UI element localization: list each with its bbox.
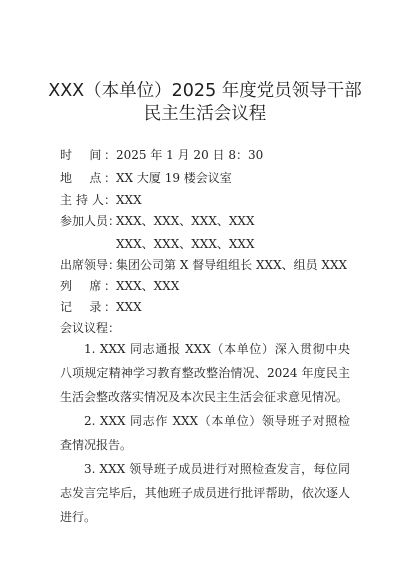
info-value-observers: XXX、XXX bbox=[116, 279, 180, 293]
info-row-time bbox=[60, 147, 263, 163]
info-value-time: 2025 年 1 月 20 日 8：30 bbox=[116, 148, 264, 162]
agenda-heading: 会议议程： bbox=[60, 321, 121, 335]
info-row-host bbox=[60, 192, 142, 208]
info-row-leaders bbox=[60, 257, 347, 273]
agenda-item-1: 1. XXX 同志通报 XXX（本单位）深入贯彻中央八项规定精神学习教育整改整治情况、2024 年度民主生活会整改落实情况及本次民主生活会征求意见情况。 bbox=[60, 342, 350, 404]
document-title-line1: XXX（本单位）2025 年度党员领导干部 bbox=[48, 81, 362, 101]
info-label-place: 地 点： bbox=[60, 171, 116, 185]
info-value-host: XXX bbox=[116, 193, 142, 207]
agenda-item-3: 3. XXX 领导班子成员进行对照检查发言，每位同志发言完毕后，其他班子成员进行批评帮助，依次逐人进行。 bbox=[60, 462, 350, 524]
info-label-leaders: 出席领导： bbox=[60, 258, 121, 272]
info-label-observers: 列 席： bbox=[60, 279, 116, 293]
info-value-attendees-line2: XXX、XXX、XXX、XXX bbox=[116, 237, 255, 251]
info-value-recorder: XXX bbox=[116, 300, 142, 314]
info-label-attendees: 参加人员： bbox=[60, 214, 121, 228]
info-row-recorder bbox=[60, 299, 142, 315]
agenda-item-2: 2. XXX 同志作 XXX（本单位）领导班子对照检查情况报告。 bbox=[60, 414, 350, 452]
info-row-place bbox=[60, 170, 232, 186]
info-label-recorder: 记 录： bbox=[60, 300, 116, 314]
info-row-attendees bbox=[60, 213, 255, 229]
document-title-line2: 民主生活会议程 bbox=[143, 104, 267, 124]
info-row-observers bbox=[60, 278, 179, 294]
info-value-place: XX 大厦 19 楼会议室 bbox=[116, 171, 232, 185]
info-value-attendees-line1: XXX、XXX、XXX、XXX bbox=[116, 214, 255, 228]
info-label-host: 主 持 人： bbox=[60, 193, 116, 207]
info-value-leaders: 集团公司第 X 督导组组长 XXX、组员 XXX bbox=[116, 258, 348, 272]
info-label-time: 时 间： bbox=[60, 148, 116, 162]
info-row-attendees-continued bbox=[60, 236, 255, 252]
